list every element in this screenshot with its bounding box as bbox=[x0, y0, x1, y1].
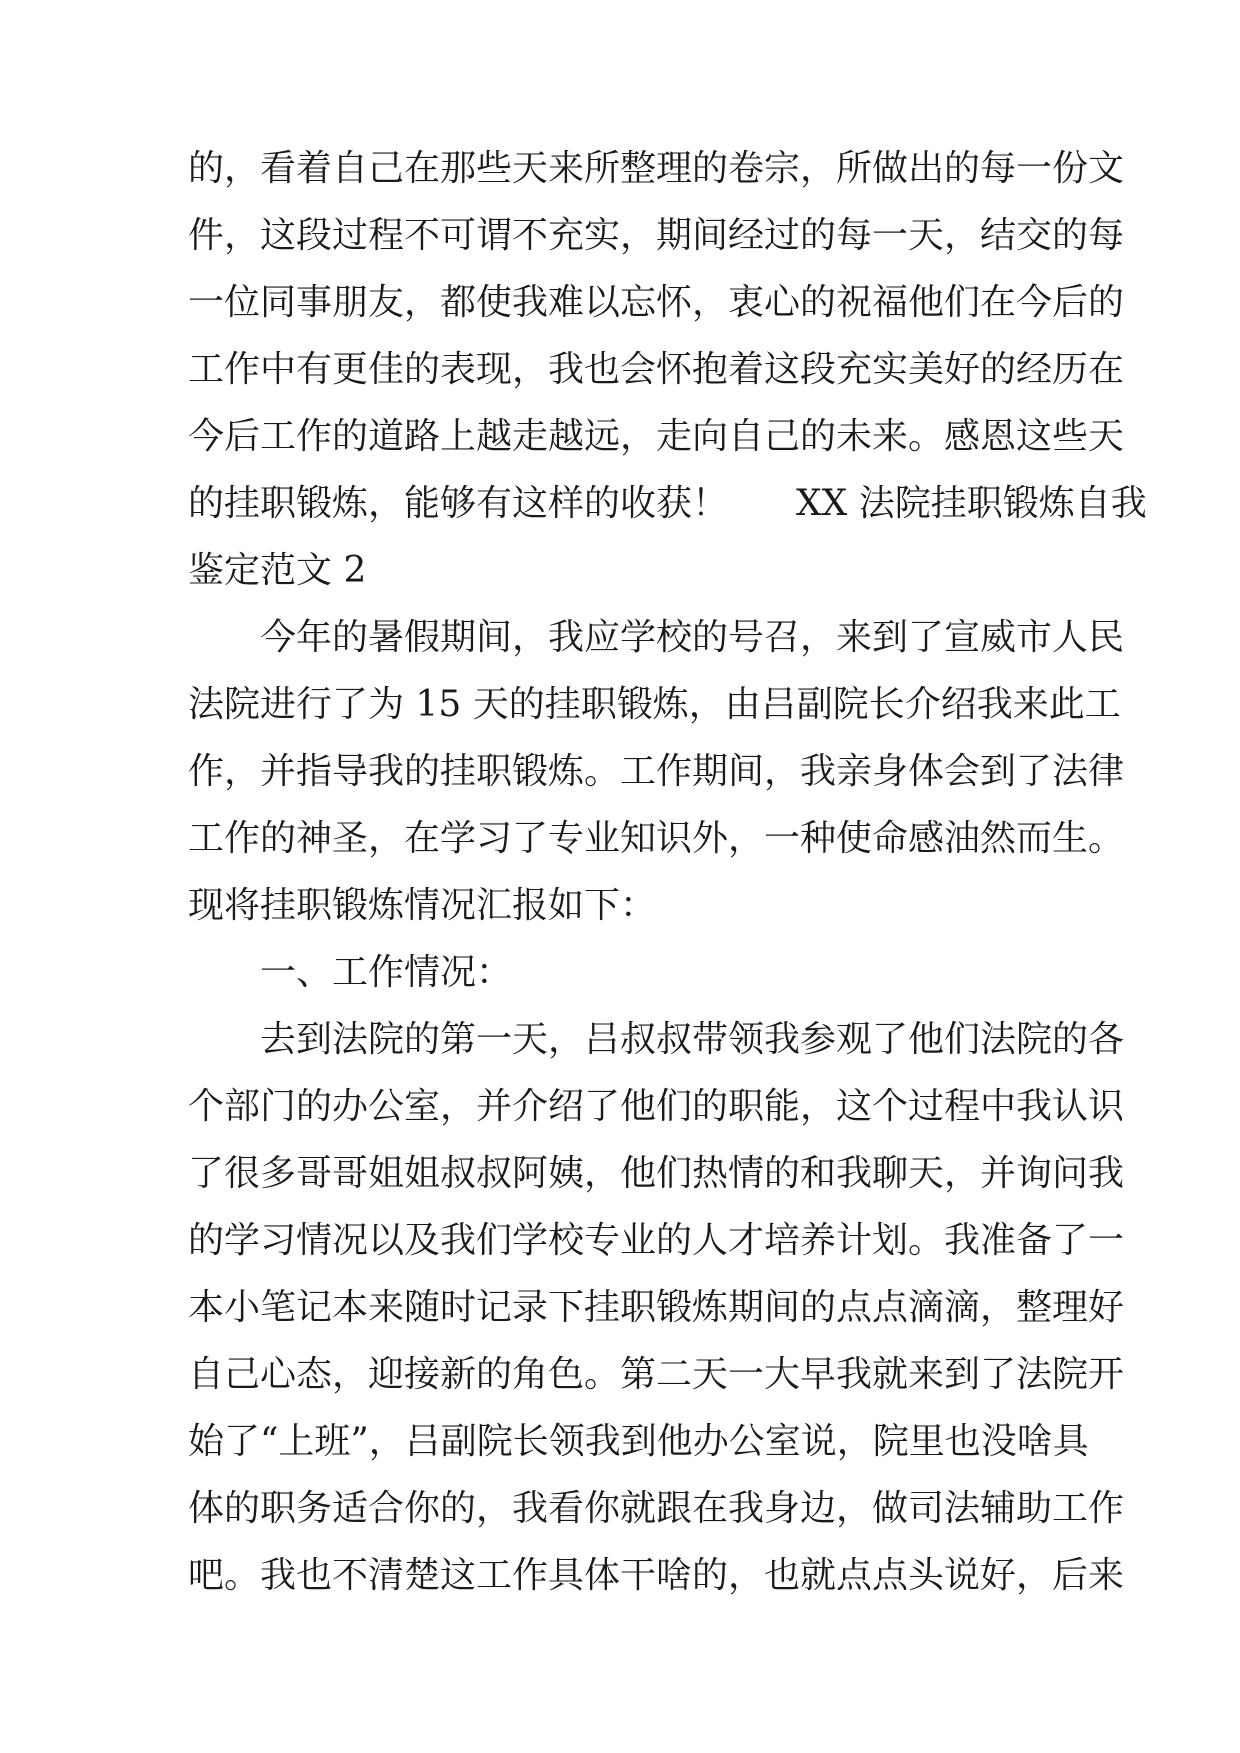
text-line: 件，这段过程不可谓不充实，期间经过的每一天，结交的每 bbox=[188, 215, 1125, 256]
text-line-with-heading bbox=[188, 470, 1147, 537]
text-line: 始了“上班”，吕副院长领我到他办公室说，院里也没啥具 bbox=[188, 1421, 1089, 1462]
text-line: 的，看着自己在那些天来所整理的卷宗，所做出的每一份文 bbox=[188, 148, 1125, 189]
text-line: 今年的暑假期间，我应学校的号召，来到了宣威市人民 bbox=[260, 617, 1125, 658]
paragraph-end-text: 的挂职锻炼，能够有这样的收获！ bbox=[188, 483, 729, 524]
subheading: 一、工作情况： bbox=[260, 952, 513, 993]
text-line: 作，并指导我的挂职锻炼。工作期间，我亲身体会到了法律 bbox=[188, 751, 1125, 792]
text-line: 的学习情况以及我们学校专业的人才培养计划。我准备了一 bbox=[188, 1220, 1125, 1261]
text-line: 一位同事朋友，都使我难以忘怀，衷心的祝福他们在今后的 bbox=[188, 282, 1125, 323]
text-line: 吧。我也不清楚这工作具体干啥的，也就点点头说好，后来 bbox=[188, 1555, 1125, 1596]
text-line: 今后工作的道路上越走越远，走向自己的未来。感恩这些天 bbox=[188, 416, 1125, 457]
document-page bbox=[188, 135, 1147, 1609]
text-line: 现将挂职锻炼情况汇报如下： bbox=[188, 885, 657, 926]
text-line: 工作中有更佳的表现，我也会怀抱着这段充实美好的经历在 bbox=[188, 349, 1125, 390]
text-line: 工作的神圣，在学习了专业知识外，一种使命感油然而生。 bbox=[188, 818, 1125, 859]
section-heading-end: 鉴定范文 2 bbox=[188, 550, 367, 591]
text-line: 去到法院的第一天，吕叔叔带领我参观了他们法院的各 bbox=[260, 1019, 1125, 1060]
text-line: 本小笔记本来随时记录下挂职锻炼期间的点点滴滴，整理好 bbox=[188, 1287, 1125, 1328]
text-line: 个部门的办公室，并介绍了他们的职能，这个过程中我认识 bbox=[188, 1086, 1125, 1127]
text-line: 了很多哥哥姐姐叔叔阿姨，他们热情的和我聊天，并询问我 bbox=[188, 1153, 1125, 1194]
text-line: 法院进行了为 15 天的挂职锻炼，由吕副院长介绍我来此工 bbox=[188, 684, 1121, 725]
text-line: 自己心态，迎接新的角色。第二天一大早我就来到了法院开 bbox=[188, 1354, 1125, 1395]
text-line: 体的职务适合你的，我看你就跟在我身边，做司法辅助工作 bbox=[188, 1488, 1125, 1529]
section-heading-start: XX 法院挂职锻炼自我 bbox=[796, 483, 1147, 524]
